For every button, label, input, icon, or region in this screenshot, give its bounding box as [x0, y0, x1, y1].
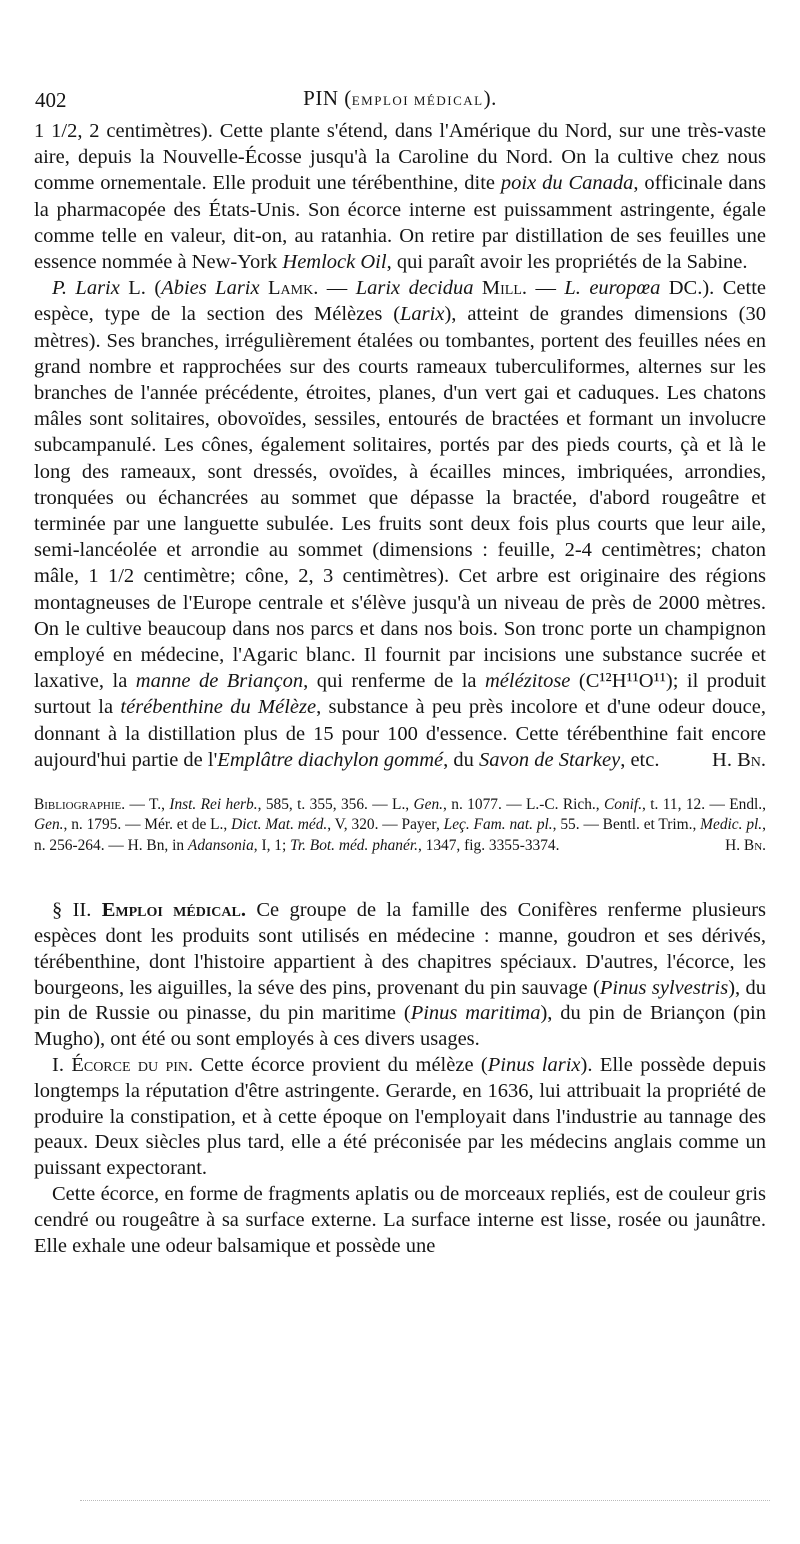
text-run: , I, 1;: [253, 836, 291, 854]
text-run: — T.,: [125, 796, 170, 814]
italic-term: Larix: [400, 303, 445, 326]
running-head-caps: EMPLOI MÉDICAL: [351, 93, 484, 108]
synonym-name: L. europœa: [564, 277, 661, 300]
bibliography-label: Bibliographie.: [34, 796, 126, 814]
bibliography-text: [34, 795, 766, 856]
text-run: , du: [443, 748, 480, 771]
citation-title: Adansonia: [187, 836, 254, 854]
italic-term: poix du Canada: [500, 172, 634, 195]
citation-title: Gen.: [413, 796, 444, 814]
text-run: , qui paraît avoir les propriétés de la Sabine.: [386, 251, 748, 274]
text-run: , qui renferme de la: [303, 670, 485, 693]
species-name: Pinus sylvestris: [599, 976, 729, 999]
text-run: Ce groupe de la famille des Conifères renferme plusieurs espèces dont les produits sont utilisés en médecine : manne, goudron et ses dérivés, térébenthine, dont l'histoire appartient à des chapitres spéciaux. D'autres, l'écorce, les bourgeons, les aiguilles, la séve des pins, provenant du pin sauvage (: [34, 899, 766, 999]
author-signature: H. Bn.: [712, 748, 766, 771]
text-run: ), du pin de Russie ou pinasse, du pin maritime (: [34, 976, 766, 1025]
text-run: Cette écorce provient du mélèze (: [193, 1054, 488, 1077]
species-name: P. Larix: [52, 277, 120, 300]
synonym-name: Abies Larix: [161, 277, 260, 300]
text-run: L. (: [119, 277, 162, 300]
species-name: Pinus larix: [487, 1054, 581, 1077]
italic-term: Hemlock Oil: [282, 251, 387, 274]
section-marker: § II.: [52, 899, 102, 922]
running-head-close: ).: [483, 86, 497, 110]
text-run: , substance à peu près incolore et d'une odeur douce, donnant à la distillation plus de 15 pour 100 d'essence. Cette térébenthine fait encore aujourd'hui partie de l': [34, 696, 766, 771]
citation-title: Leç. Fam. nat. pl.: [443, 816, 553, 834]
running-head: [30, 86, 770, 111]
section-intro-paragraph: [34, 898, 766, 1053]
text-run: ). Elle possède depuis longtemps la réputation d'être astringente. Gerarde, en 1636, lui attribuait la propriété de produire la constipation, et à cette époque on l'employait dans l'industrie au tannage des peaux. Deux siècles plus tard, elle a été préconisée par les médecins anglais comme un puissant expectorant.: [34, 1054, 767, 1180]
paragraph-larix: [34, 275, 766, 773]
text-run: 1 1/2, 2 centimètres). Cette plante s'étend, dans l'Amérique du Nord, sur une très-vaste aire, depuis la Nouvelle-Écosse jusqu'à la Caroline du Nord. On la cultive chez nous comme ornementale. Elle produit une térébenthine, dite: [34, 120, 766, 195]
item-number: I.: [52, 1054, 72, 1077]
species-name: Pinus maritima: [410, 1002, 541, 1025]
section-title: Emploi médical.: [101, 899, 246, 922]
text-run: , 585, t. 355, 356. — L.,: [257, 796, 414, 814]
page-header: [30, 86, 770, 118]
text-run: (C¹²H¹¹O¹¹); il produit surtout la: [34, 670, 767, 719]
text-run: , t. 11, 12. — Endl.,: [642, 796, 766, 814]
text-run: , n. 1795. — Mér. et de L.,: [63, 816, 232, 834]
text-run: , n. 1077. — L.-C. Rich.,: [443, 796, 604, 814]
article-main: [34, 118, 766, 773]
bottom-bleed-line: [80, 1500, 770, 1502]
text-run: , etc.: [620, 748, 660, 771]
text-run: DC.). Cette espèce, type de la section des Mélèzes (: [34, 277, 766, 326]
italic-term: mélézitose: [485, 670, 571, 693]
italic-term: Emplâtre diachylon gommé: [217, 748, 444, 771]
citation-title: Medic. pl.: [700, 816, 763, 834]
author-abbrev: Lamk.: [259, 277, 319, 300]
text-run: , n. 256-264. — H. Bn, in: [34, 816, 767, 854]
italic-term: térébenthine du Mélèze: [120, 696, 317, 719]
item-ecorce-paragraph: [34, 1053, 766, 1182]
italic-term: Savon de Starkey: [479, 748, 621, 771]
bibliography: [34, 795, 766, 856]
citation-title: Tr. Bot. méd. phanér.: [290, 836, 418, 854]
text-run: ), atteint de grandes dimensions (30 mètres). Ses branches, irrégulièrement étalées ou tombantes, portent des feuilles nées en grand nombre et rapprochées sur des courts rameaux tuberculiformes, alternes sur les branches de l'année précédente, étroites, planes, d'un vert gai et caduques. Les chatons mâles sont solitaires, obovoïdes, sessiles, entourés de bractées et formant un involucre subcampanulé. Les cônes, également solitaires, portés par des pieds courts, çà et là le long des rameaux, sont dressés, ovoïdes, à écailles minces, imbriquées, arrondies, tronquées ou échancrées au sommet que dépasse la bractée, d'abord rougeâtre et terminée par une languette subulée. Les fruits sont deux fois plus courts que leur aile, semi-lancéolée et arrondie au sommet (dimensions : feuille, 2-4 centimètres; chaton mâle, 1 1/2 centimètre; cône, 2, 3 centimètres). Cet arbre est originaire des régions montagneuses de l'Europe centrale et s'élève jusqu'à un niveau de près de 2000 mètres. On le cultive beaucoup dans nos parcs et dans nos bois. Son tronc porte un champignon employé en médecine, l'Agaric blanc. Il fournit par incisions une substance sucrée et laxative, la: [34, 303, 766, 693]
text-run: , V, 320. — Payer,: [327, 816, 444, 834]
author-abbrev: Mill.: [473, 277, 528, 300]
text-run: ), du pin de Briançon (pin Mugho), ont été ou sont employés à ces divers usages.: [34, 1002, 766, 1051]
paragraph-hemlock: [34, 118, 766, 275]
text-run: , officinale dans la pharmacopée des États-Unis. Son écorce interne est puissamment astringente, égale comme telle en valeur, dit-on, au ratanhia. On retire par distillation de ses feuilles une essence nommée à New-York: [34, 172, 766, 274]
text-run: —: [527, 277, 565, 300]
bibliography-signature: H. Bn.: [725, 836, 766, 854]
citation-title: Conif.: [603, 796, 643, 814]
section-emploi-medical: [34, 898, 766, 1259]
item-title: Écorce du pin.: [71, 1054, 194, 1077]
page-number: 402: [35, 88, 67, 112]
page-body: [34, 118, 766, 1259]
description-paragraph: Cette écorce, en forme de fragments aplatis ou de morceaux repliés, est de couleur gris cendré ou rougeâtre à sa surface externe. La surface interne est lisse, rosée ou jaunâtre. Elle exhale une odeur balsamique et possède une: [34, 1183, 766, 1257]
text-run: , 55. — Bentl. et Trim.,: [552, 816, 701, 834]
citation-title: Inst. Rei herb.: [169, 796, 258, 814]
italic-term: manne de Briançon: [135, 670, 304, 693]
synonym-name: Larix decidua: [355, 277, 474, 300]
running-head-main: PIN (: [303, 86, 352, 110]
citation-title: Dict. Mat. méd.: [231, 816, 328, 834]
text-run: , 1347, fig. 3355-3374.: [417, 836, 560, 854]
text-run: —: [318, 277, 356, 300]
citation-title: Gen.: [34, 816, 64, 834]
